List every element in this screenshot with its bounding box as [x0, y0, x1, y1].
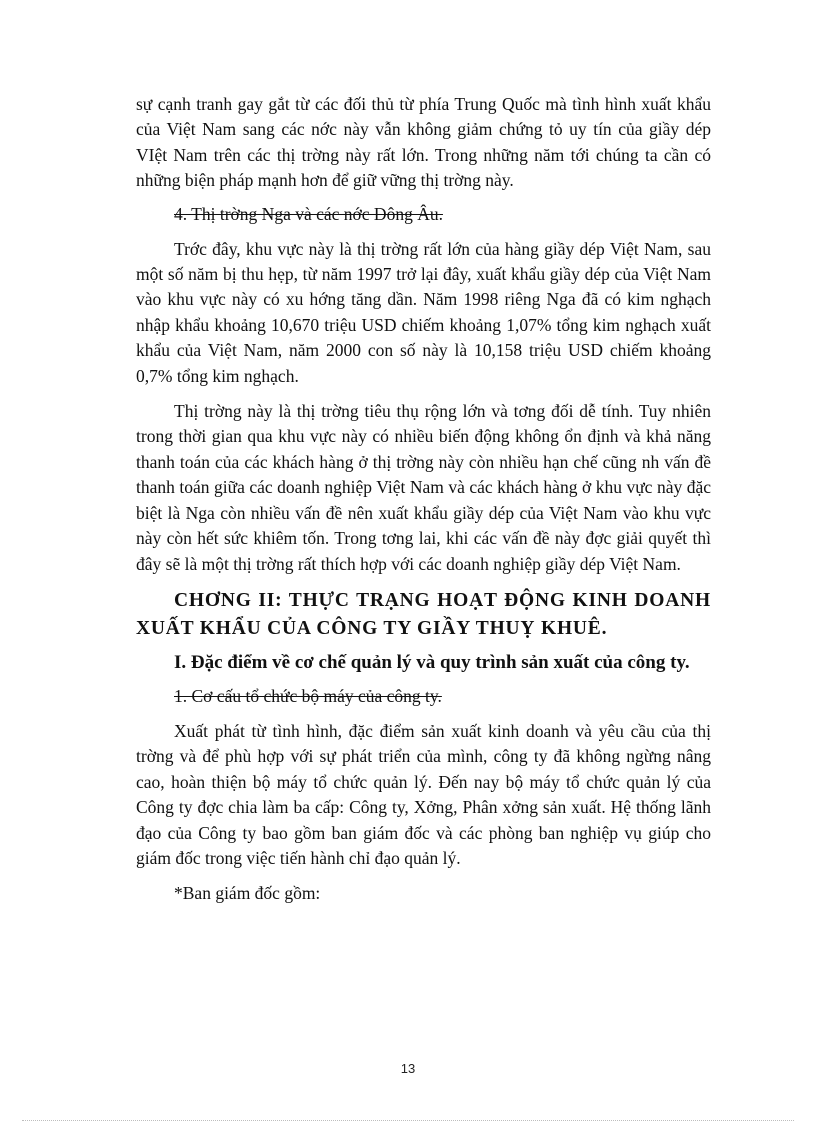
page-number: 13	[400, 1061, 416, 1076]
paragraph-board: *Ban giám đốc gồm:	[174, 883, 321, 904]
heading-russia-market: 4. Thị trờng Nga và các nớc Đông Âu.	[174, 203, 443, 224]
heading-org-structure: 1. Cơ cấu tổ chức bộ máy của công ty.	[174, 685, 442, 706]
paragraph-intro: sự cạnh tranh gay gắt từ các đối thủ từ phía Trung Quốc mà tình hình xuất khẩu của Việt Nam sang các nớc này vẫn không giảm chứng tỏ uy tín của giầy dép VIệt Nam trên các thị trờng này rất lớn. Trong những năm tới chúng ta cần có những biện pháp mạnh hơn để giữ vững thị trờng này.	[136, 94, 711, 191]
document-body	[136, 92, 711, 907]
footer-divider	[22, 1120, 794, 1121]
paragraph-org: Xuất phát từ tình hình, đặc điểm sản xuất kinh doanh và yêu cầu của thị trờng và để phù hợp với sự phát triển của mình, công ty đã không ngừng nâng cao, hoàn thiện bộ máy tổ chức quản lý. Đến nay bộ máy tổ chức quản lý của Công ty đợc chia làm ba cấp: Công ty, Xởng, Phân xởng sản xuất. Hệ thống lãnh đạo của Công ty bao gồm ban giám đốc và các phòng ban nghiệp vụ giúp cho giám đốc trong việc tiến hành chỉ đạo quản lý.	[136, 720, 711, 868]
paragraph-russia-1: Trớc đây, khu vực này là thị trờng rất lớn của hàng giầy dép Việt Nam, sau một số năm bị thu hẹp, từ năm 1997 trở lại đây, xuất khẩu giầy dép của Việt Nam vào khu vực này có xu hớng tăng dần. Năm 1998 riêng Nga đã có kim nghạch nhập khẩu khoảng 10,670 triệu USD chiếm khoảng 1,07% tổng kim nghạch xuất khẩu của Việt Nam, năm 2000 con số này là 10,158 triệu USD chiếm khoảng 0,7% tổng kim nghạch.	[136, 238, 711, 386]
paragraph-russia-2: Thị trờng này là thị trờng tiêu thụ rộng lớn và tơng đối dễ tính. Tuy nhiên trong thời gian qua khu vực này có nhiều biến động không ổn định và khả năng thanh toán của các khách hàng ở thị trờng này còn nhiều hạn chế cũng nh vấn đề thanh toán giữa các doanh nghiệp Việt Nam và các khách hàng ở khu vực này đặc biệt là Nga còn nhiều vấn đề nên xuất khẩu giầy dép của Việt Nam vào khu vực này còn hết sức khiêm tốn. Trong tơng lai, khi các vấn đề này đợc giải quyết thì đây sẽ là một thị trờng rất thích hợp với các doanh nghiệp giầy dép Việt Nam.	[136, 401, 711, 574]
chapter-title: CHƠNG II: THỰC TRẠNG HOẠT ĐỘNG KINH DOANH XUẤT KHẨU CỦA CÔNG TY GIẦY THUỴ KHUÊ.	[136, 589, 711, 639]
section-title: I. Đặc điểm về cơ chế quản lý và quy trình sản xuất của công ty.	[174, 651, 690, 673]
